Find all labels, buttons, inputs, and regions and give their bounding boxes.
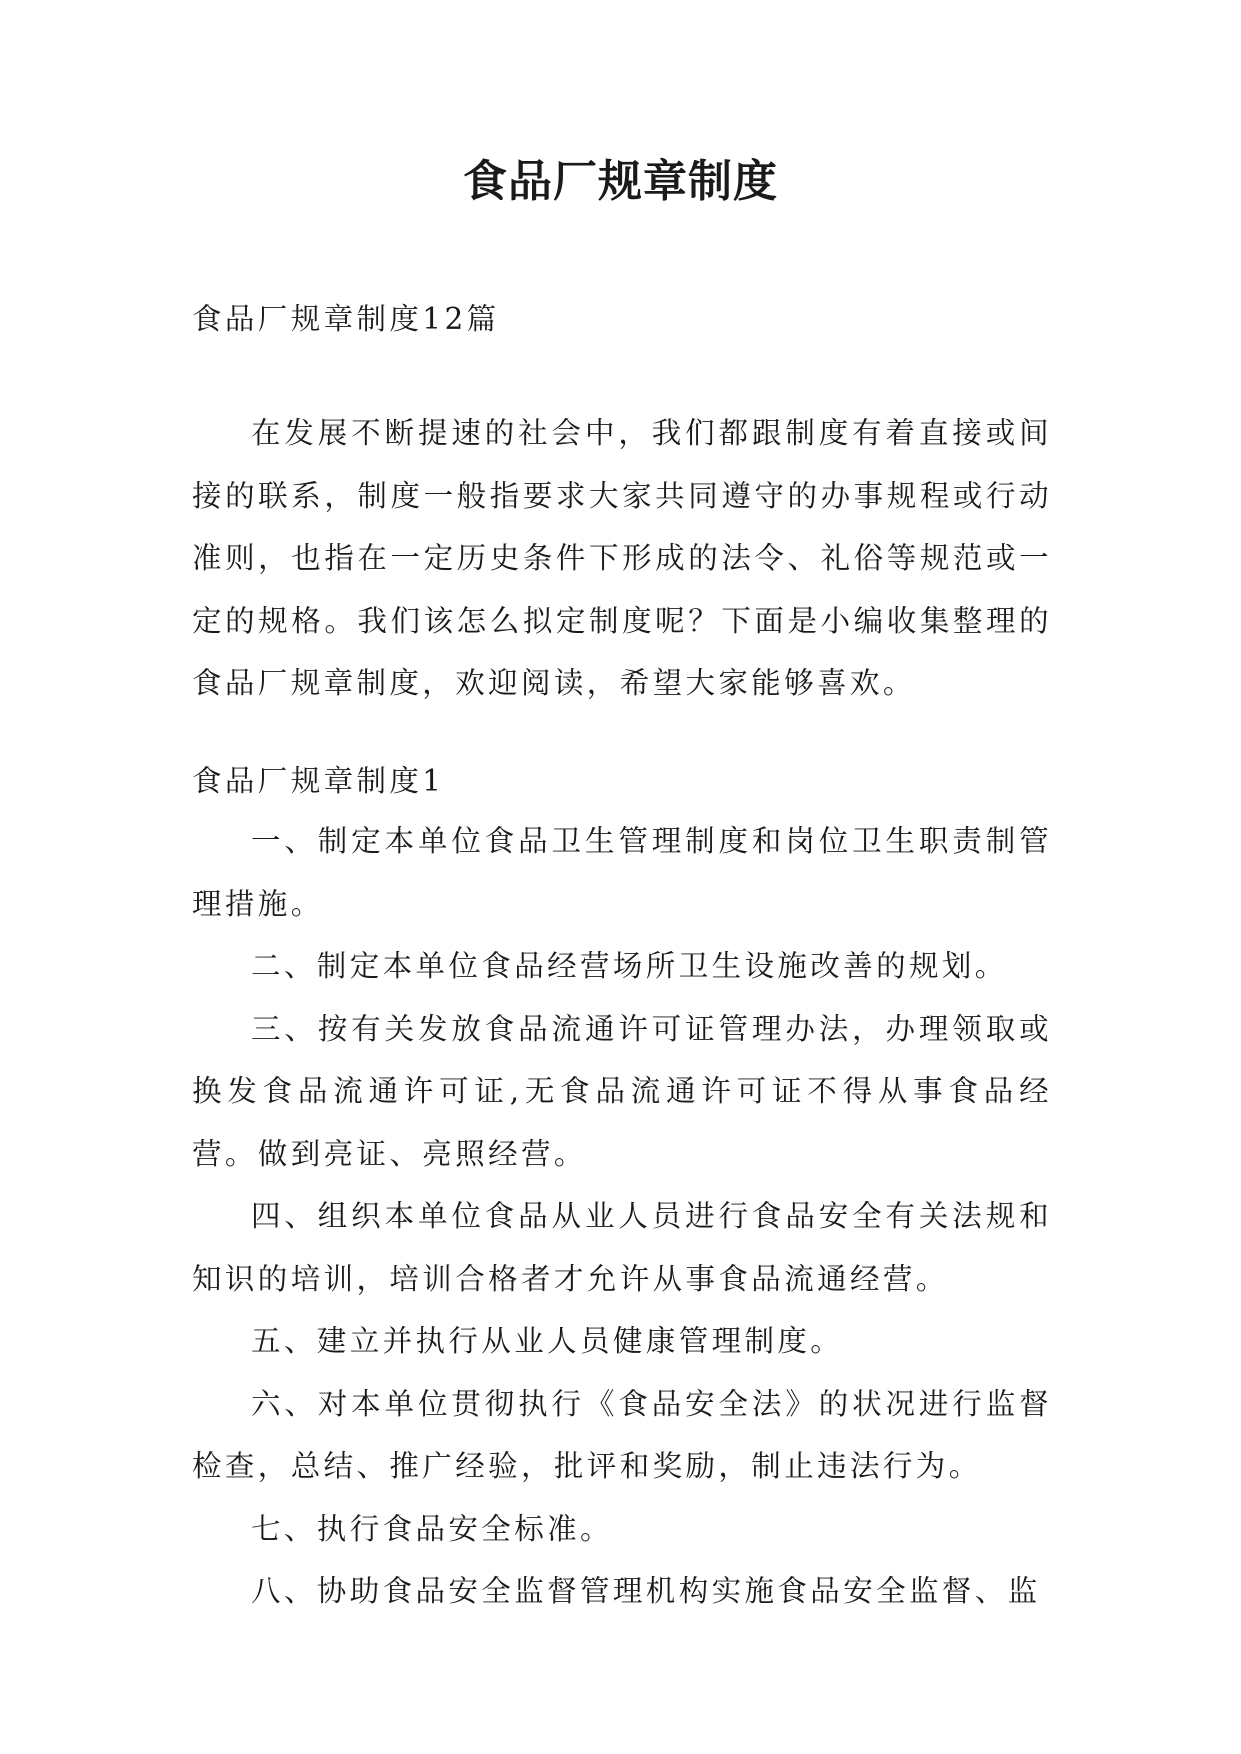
rule-item: 三、按有关发放食品流通许可证管理办法，办理领取或换发食品流通许可证,无食品流通许可证不得从事食品经营。做到亮证、亮照经营。	[192, 1011, 1052, 1171]
document-title: 食品厂规章制度	[463, 156, 778, 207]
section-heading: 食品厂规章制度1	[192, 764, 445, 798]
rule-item: 四、组织本单位食品从业人员进行食品安全有关法规和知识的培训，培训合格者才允许从事食品流通经营。	[192, 1199, 1052, 1296]
rule-item: 二、制定本单位食品经营场所卫生设施改善的规划。	[251, 949, 1008, 983]
rule-item: 七、执行食品安全标准。	[251, 1511, 613, 1546]
rule-item: 八、协助食品安全监督管理机构实施食品安全监督、监	[251, 1574, 1041, 1608]
rules-list	[192, 810, 1052, 1623]
rule-item: 一、制定本单位食品卫生管理制度和岗位卫生职责制管理措施。	[192, 824, 1052, 921]
rule-item: 六、对本单位贯彻执行《食品安全法》的状况进行监督检查，总结、推广经验，批评和奖励，制止违法行为。	[192, 1386, 1052, 1483]
document-subtitle: 食品厂规章制度12篇	[192, 302, 500, 336]
rule-item: 五、建立并执行从业人员健康管理制度。	[251, 1324, 844, 1358]
intro-paragraph: 在发展不断提速的社会中，我们都跟制度有着直接或间接的联系，制度一般指要求大家共同遵守的办事规程或行动准则，也指在一定历史条件下形成的法令、礼俗等规范或一定的规格。我们该怎么拟定制度呢？下面是小编收集整理的食品厂规章制度，欢迎阅读，希望大家能够喜欢。	[192, 416, 1052, 700]
